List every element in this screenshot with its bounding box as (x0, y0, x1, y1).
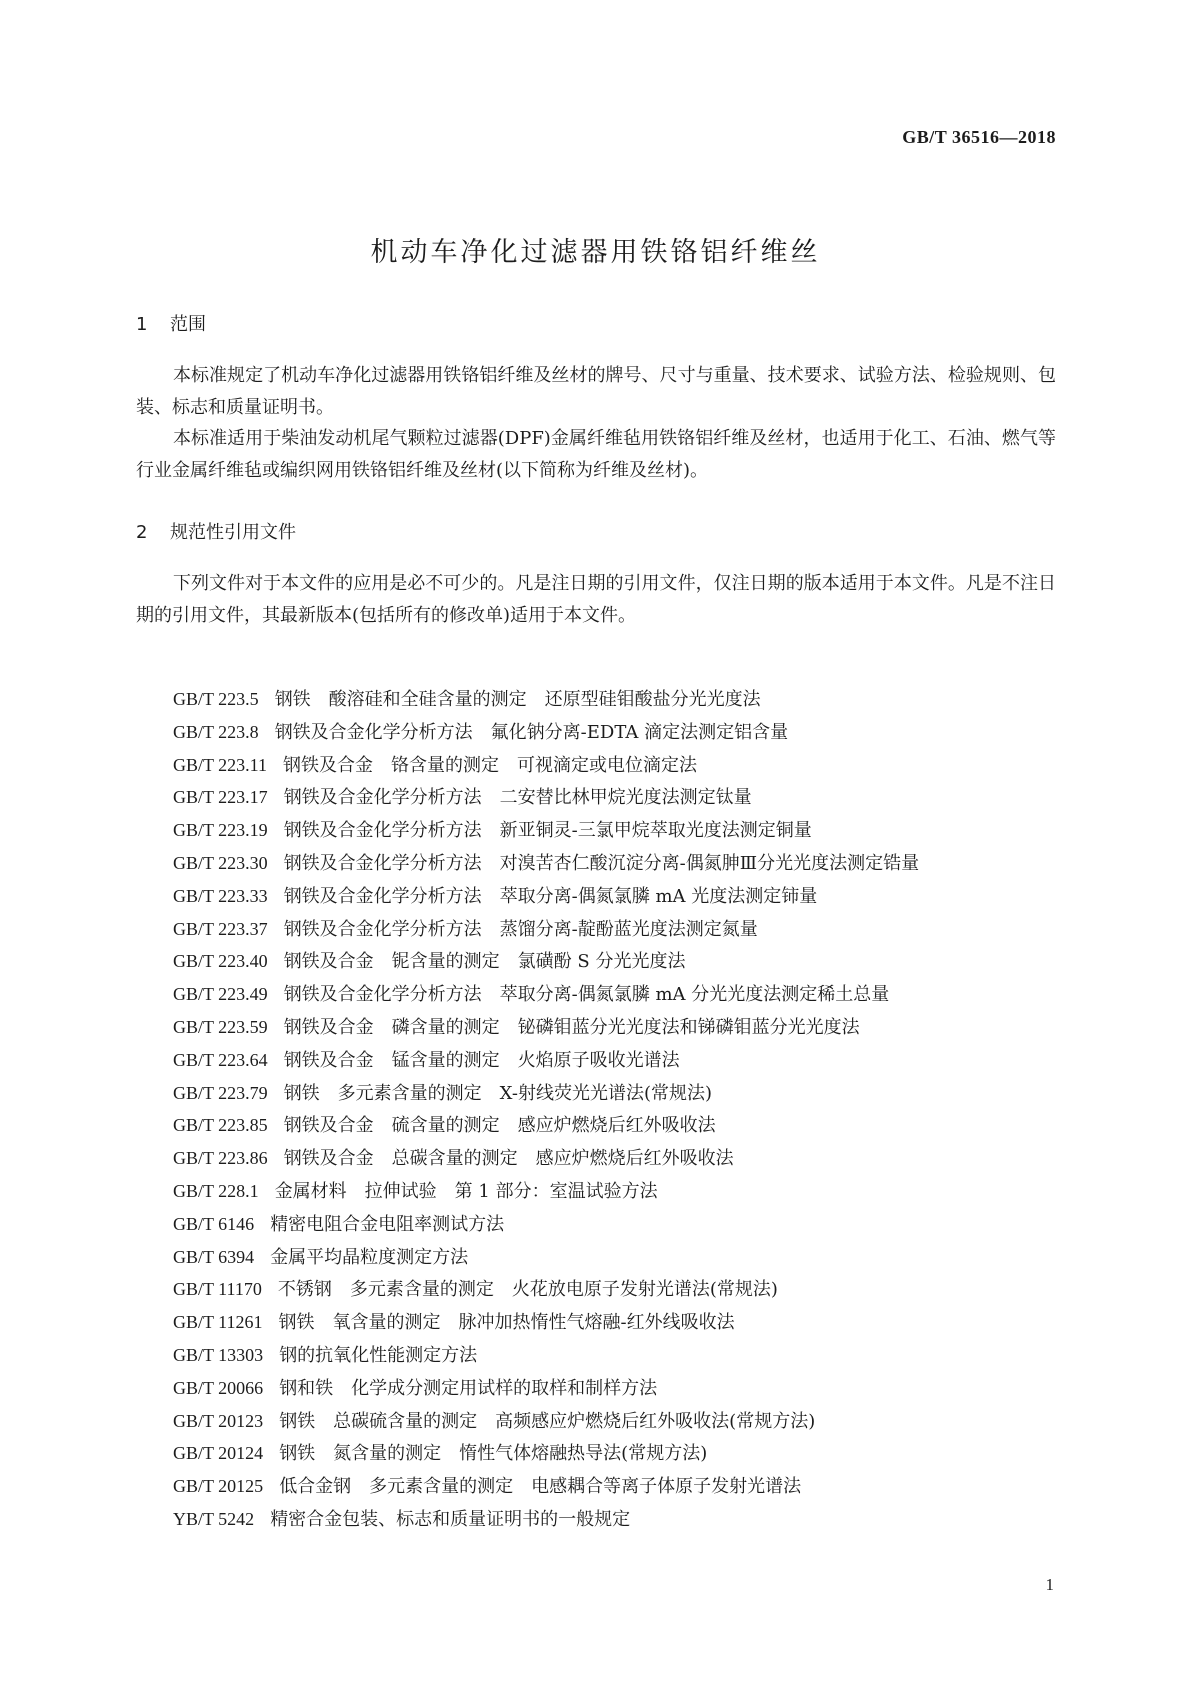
reference-title: 钢铁及合金 铌含量的测定 氯磺酚 S 分光光度法 (283, 951, 686, 973)
reference-title: 钢铁 氮含量的测定 惰性气体熔融热导法(常规方法) (279, 1443, 708, 1465)
reference-code: GB/T 228.1 (173, 1180, 259, 1201)
reference-item (173, 1142, 919, 1175)
reference-item (173, 1077, 919, 1110)
reference-item (173, 913, 919, 946)
reference-item (173, 945, 919, 978)
reference-item (173, 1175, 919, 1208)
reference-title: 钢铁及合金化学分析方法 氟化钠分离-EDTA 滴定法测定铝含量 (274, 721, 789, 743)
reference-code: GB/T 223.49 (173, 984, 268, 1005)
reference-code: GB/T 6394 (173, 1246, 255, 1267)
reference-item (173, 1372, 919, 1405)
reference-item (173, 1503, 919, 1536)
reference-title: 钢铁 酸溶硅和全硅含量的测定 还原型硅钼酸盐分光光度法 (274, 689, 761, 710)
reference-code: GB/T 20125 (173, 1476, 264, 1497)
reference-code: GB/T 6146 (173, 1213, 255, 1234)
reference-code: GB/T 223.86 (173, 1148, 268, 1169)
section-title: 规范性引用文件 (170, 522, 296, 543)
reference-title: 钢铁及合金 硫含量的测定 感应炉燃烧后红外吸收法 (283, 1115, 716, 1137)
reference-title: 钢铁及合金化学分析方法 蒸馏分离-靛酚蓝光度法测定氮量 (283, 918, 758, 940)
reference-title: 钢铁 氧含量的测定 脉冲加热惰性气熔融-红外线吸收法 (278, 1312, 735, 1334)
reference-item (173, 1109, 919, 1142)
reference-item (173, 749, 919, 782)
reference-title: 钢铁及合金化学分析方法 二安替比林甲烷光度法测定钛量 (283, 787, 752, 809)
reference-title: 钢铁及合金化学分析方法 萃取分离-偶氮氯膦 mA 光度法测定铈量 (283, 885, 818, 907)
reference-title: 不锈钢 多元素含量的测定 火花放电原子发射光谱法(常规法) (277, 1279, 778, 1301)
section-number: 2 (136, 522, 148, 543)
reference-code: GB/T 223.85 (173, 1115, 268, 1136)
reference-code: GB/T 223.19 (173, 820, 268, 841)
reference-item (173, 978, 919, 1011)
reference-code: GB/T 223.37 (173, 918, 268, 939)
reference-title: 钢铁及合金 磷含量的测定 铋磷钼蓝分光光度法和锑磷钼蓝分光光度法 (283, 1016, 860, 1038)
reference-code: GB/T 20124 (173, 1443, 264, 1464)
reference-item (173, 1044, 919, 1077)
reference-item (173, 1273, 919, 1306)
reference-code: GB/T 223.11 (173, 754, 268, 775)
reference-item (173, 1011, 919, 1044)
reference-title: 金属平均晶粒度测定方法 (270, 1246, 469, 1268)
reference-title: 钢铁及合金 铬含量的测定 可视滴定或电位滴定法 (283, 754, 698, 776)
reference-item (173, 716, 919, 749)
reference-item (173, 1306, 919, 1339)
reference-code: GB/T 20066 (173, 1377, 264, 1398)
reference-title: 金属材料 拉伸试验 第 1 部分：室温试验方法 (274, 1180, 658, 1202)
reference-code: GB/T 13303 (173, 1344, 264, 1365)
standard-code: GB/T 36516—2018 (902, 127, 1056, 147)
reference-item (173, 1437, 919, 1470)
reference-title: 钢铁及合金 总碳含量的测定 感应炉燃烧后红外吸收法 (283, 1148, 734, 1170)
reference-item (173, 1405, 919, 1438)
reference-code: GB/T 11170 (173, 1279, 262, 1300)
reference-title: 钢铁及合金化学分析方法 对溴苦杏仁酸沉淀分离-偶氮胂Ⅲ分光光度法测定锆量 (283, 852, 920, 874)
scope-paragraph-2: 本标准适用于柴油发动机尾气颗粒过滤器(DPF)金属纤维毡用铁铬铝纤维及丝材，也适用于化工、石油、燃气等行业金属纤维毡或编织网用铁铬铝纤维及丝材(以下简称为纤维及丝材)。 (136, 428, 1056, 481)
reference-title: 钢铁 总碳硫含量的测定 高频感应炉燃烧后红外吸收法(常规方法) (279, 1410, 816, 1432)
reference-item (173, 814, 919, 847)
reference-item (173, 1241, 919, 1274)
reference-title: 钢铁及合金 锰含量的测定 火焰原子吸收光谱法 (283, 1049, 680, 1071)
reference-title: 钢和铁 化学成分测定用试样的取样和制样方法 (279, 1377, 658, 1399)
reference-code: GB/T 223.17 (173, 787, 268, 808)
reference-code: GB/T 223.59 (173, 1016, 268, 1037)
reference-item (173, 880, 919, 913)
reference-code: GB/T 223.40 (173, 951, 268, 972)
reference-title: 精密合金包装、标志和质量证明书的一般规定 (270, 1508, 631, 1530)
section-number: 1 (136, 314, 148, 335)
reference-item (173, 781, 919, 814)
reference-code: GB/T 20123 (173, 1410, 264, 1431)
reference-code: GB/T 223.30 (173, 852, 268, 873)
reference-code: GB/T 223.79 (173, 1082, 268, 1103)
reference-code: YB/T 5242 (173, 1508, 255, 1529)
reference-item (173, 1470, 919, 1503)
reference-title: 钢铁及合金化学分析方法 萃取分离-偶氮氯膦 mA 分光光度法测定稀土总量 (283, 984, 890, 1006)
section-1-heading (136, 310, 206, 336)
reference-item (173, 847, 919, 880)
reference-title: 精密电阻合金电阻率测试方法 (270, 1213, 505, 1235)
reference-title: 钢铁 多元素含量的测定 X-射线荧光光谱法(常规法) (283, 1082, 712, 1104)
reference-item (173, 1208, 919, 1241)
reference-item (173, 683, 919, 716)
page-number: 1 (1045, 1575, 1054, 1594)
reference-code: GB/T 223.5 (173, 689, 259, 709)
reference-title: 钢铁及合金化学分析方法 新亚铜灵-三氯甲烷萃取光度法测定铜量 (283, 820, 812, 842)
reference-title: 钢的抗氧化性能测定方法 (279, 1344, 478, 1366)
reference-list (173, 683, 919, 1536)
reference-code: GB/T 223.8 (173, 721, 259, 742)
section-2-heading (136, 518, 296, 544)
normative-references-intro: 下列文件对于本文件的应用是必不可少的。凡是注日期的引用文件，仅注日期的版本适用于本文件。凡是不注日期的引用文件，其最新版本(包括所有的修改单)适用于本文件。 (136, 573, 1056, 626)
document-title: 机动车净化过滤器用铁铬铝纤维丝 (370, 237, 821, 268)
reference-item (173, 1339, 919, 1372)
reference-title: 低合金钢 多元素含量的测定 电感耦合等离子体原子发射光谱法 (279, 1476, 802, 1498)
reference-code: GB/T 11261 (173, 1312, 263, 1333)
scope-paragraph-1: 本标准规定了机动车净化过滤器用铁铬铝纤维及丝材的牌号、尺寸与重量、技术要求、试验方法、检验规则、包装、标志和质量证明书。 (136, 365, 1056, 418)
reference-code: GB/T 223.64 (173, 1049, 268, 1070)
reference-code: GB/T 223.33 (173, 885, 268, 906)
section-title: 范围 (170, 314, 206, 335)
